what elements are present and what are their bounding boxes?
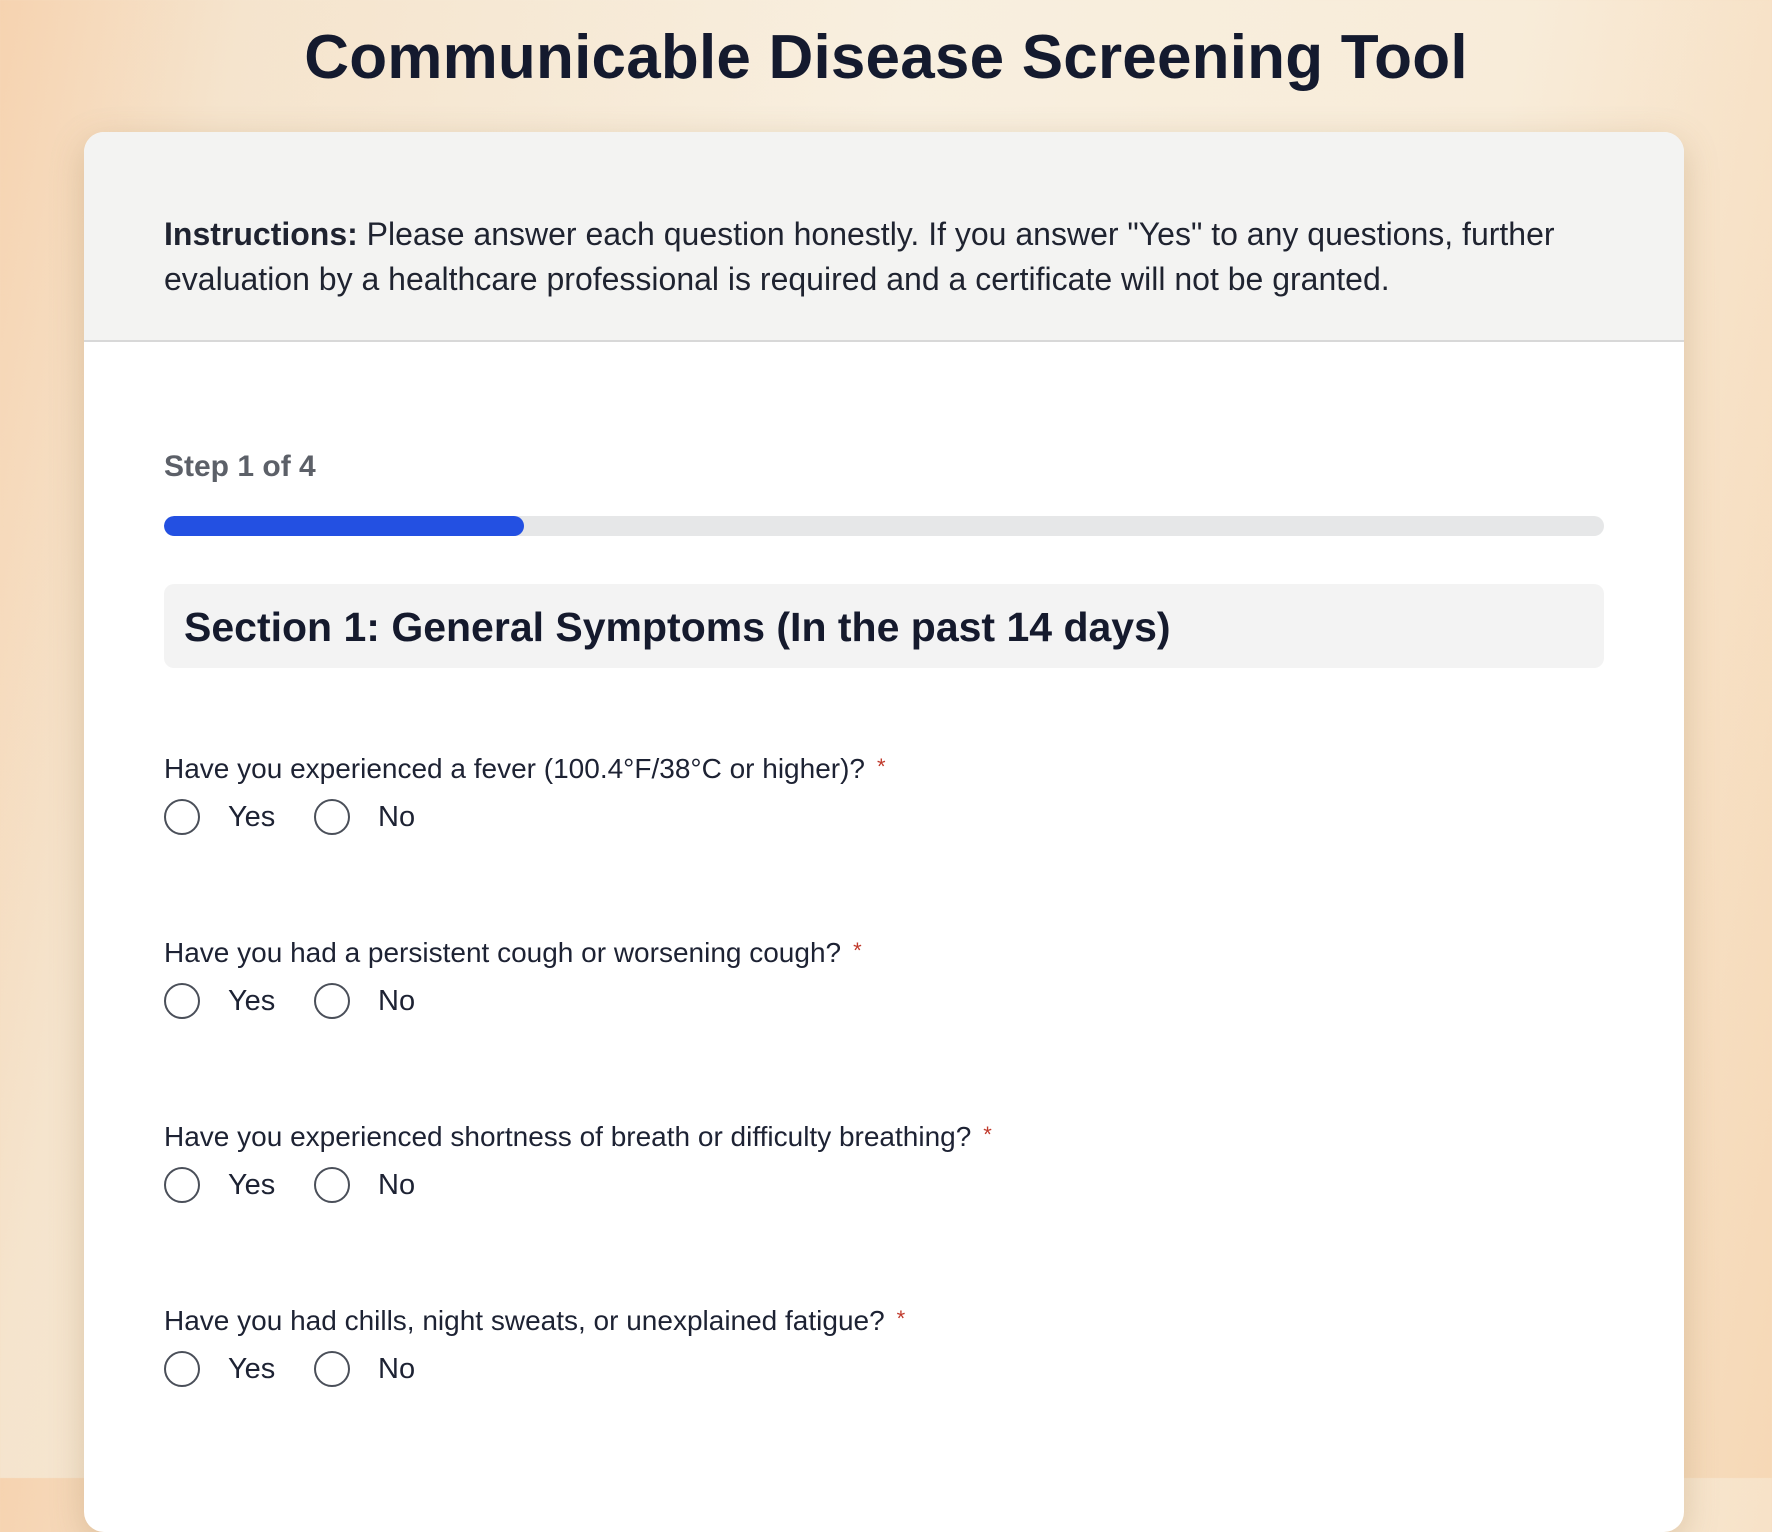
question-text: [164, 1118, 992, 1154]
radio-button[interactable]: [314, 1167, 350, 1203]
question-fever: [164, 750, 1604, 910]
radio-button[interactable]: [164, 1167, 200, 1203]
section-header: [164, 584, 1604, 668]
question-cough: [164, 934, 1604, 1094]
instructions-label: Instructions:: [164, 216, 358, 252]
question-label: Have you had chills, night sweats, or unexplained fatigue?: [164, 1305, 885, 1336]
radio-button[interactable]: [164, 799, 200, 835]
radio-button[interactable]: [164, 983, 200, 1019]
step-indicator: Step 1 of 4: [164, 450, 316, 483]
option-label: Yes: [228, 801, 276, 833]
question-chills-fatigue: [164, 1302, 1604, 1462]
option-label: No: [378, 801, 416, 833]
option-label: Yes: [228, 1169, 276, 1201]
option-label: No: [378, 1353, 416, 1385]
section-title: Section 1: General Symptoms (In the past 14 days): [184, 604, 1171, 650]
question-text: [164, 934, 862, 970]
instructions-panel: [84, 132, 1684, 342]
question-label: Have you had a persistent cough or worsening cough?: [164, 937, 842, 968]
required-asterisk: *: [853, 938, 862, 963]
screening-form-card: [84, 132, 1684, 1532]
question-shortness-of-breath: [164, 1118, 1604, 1278]
instructions-body: Please answer each question honestly. If you answer "Yes" to any questions, further evaluation by a healthcare professional is required and a certificate will not be granted.: [164, 216, 1555, 297]
required-asterisk: *: [896, 1306, 906, 1331]
instructions-text: [164, 212, 1614, 302]
radio-button[interactable]: [314, 983, 350, 1019]
option-label: No: [378, 985, 416, 1017]
page-title: Communicable Disease Screening Tool: [304, 23, 1468, 92]
question-label: Have you experienced a fever (100.4°F/38°C or higher)?: [164, 753, 865, 784]
question-text: [164, 750, 886, 786]
radio-button[interactable]: [314, 1351, 350, 1387]
progress-bar-fill: [164, 516, 524, 536]
option-label: Yes: [228, 1353, 276, 1385]
option-label: Yes: [228, 985, 276, 1017]
option-label: No: [378, 1169, 416, 1201]
required-asterisk: *: [983, 1122, 992, 1147]
radio-button[interactable]: [314, 799, 350, 835]
question-label: Have you experienced shortness of breath or difficulty breathing?: [164, 1121, 972, 1152]
question-text: [164, 1302, 905, 1338]
required-asterisk: *: [877, 754, 886, 779]
radio-button[interactable]: [164, 1351, 200, 1387]
progress-bar: [164, 516, 1604, 536]
